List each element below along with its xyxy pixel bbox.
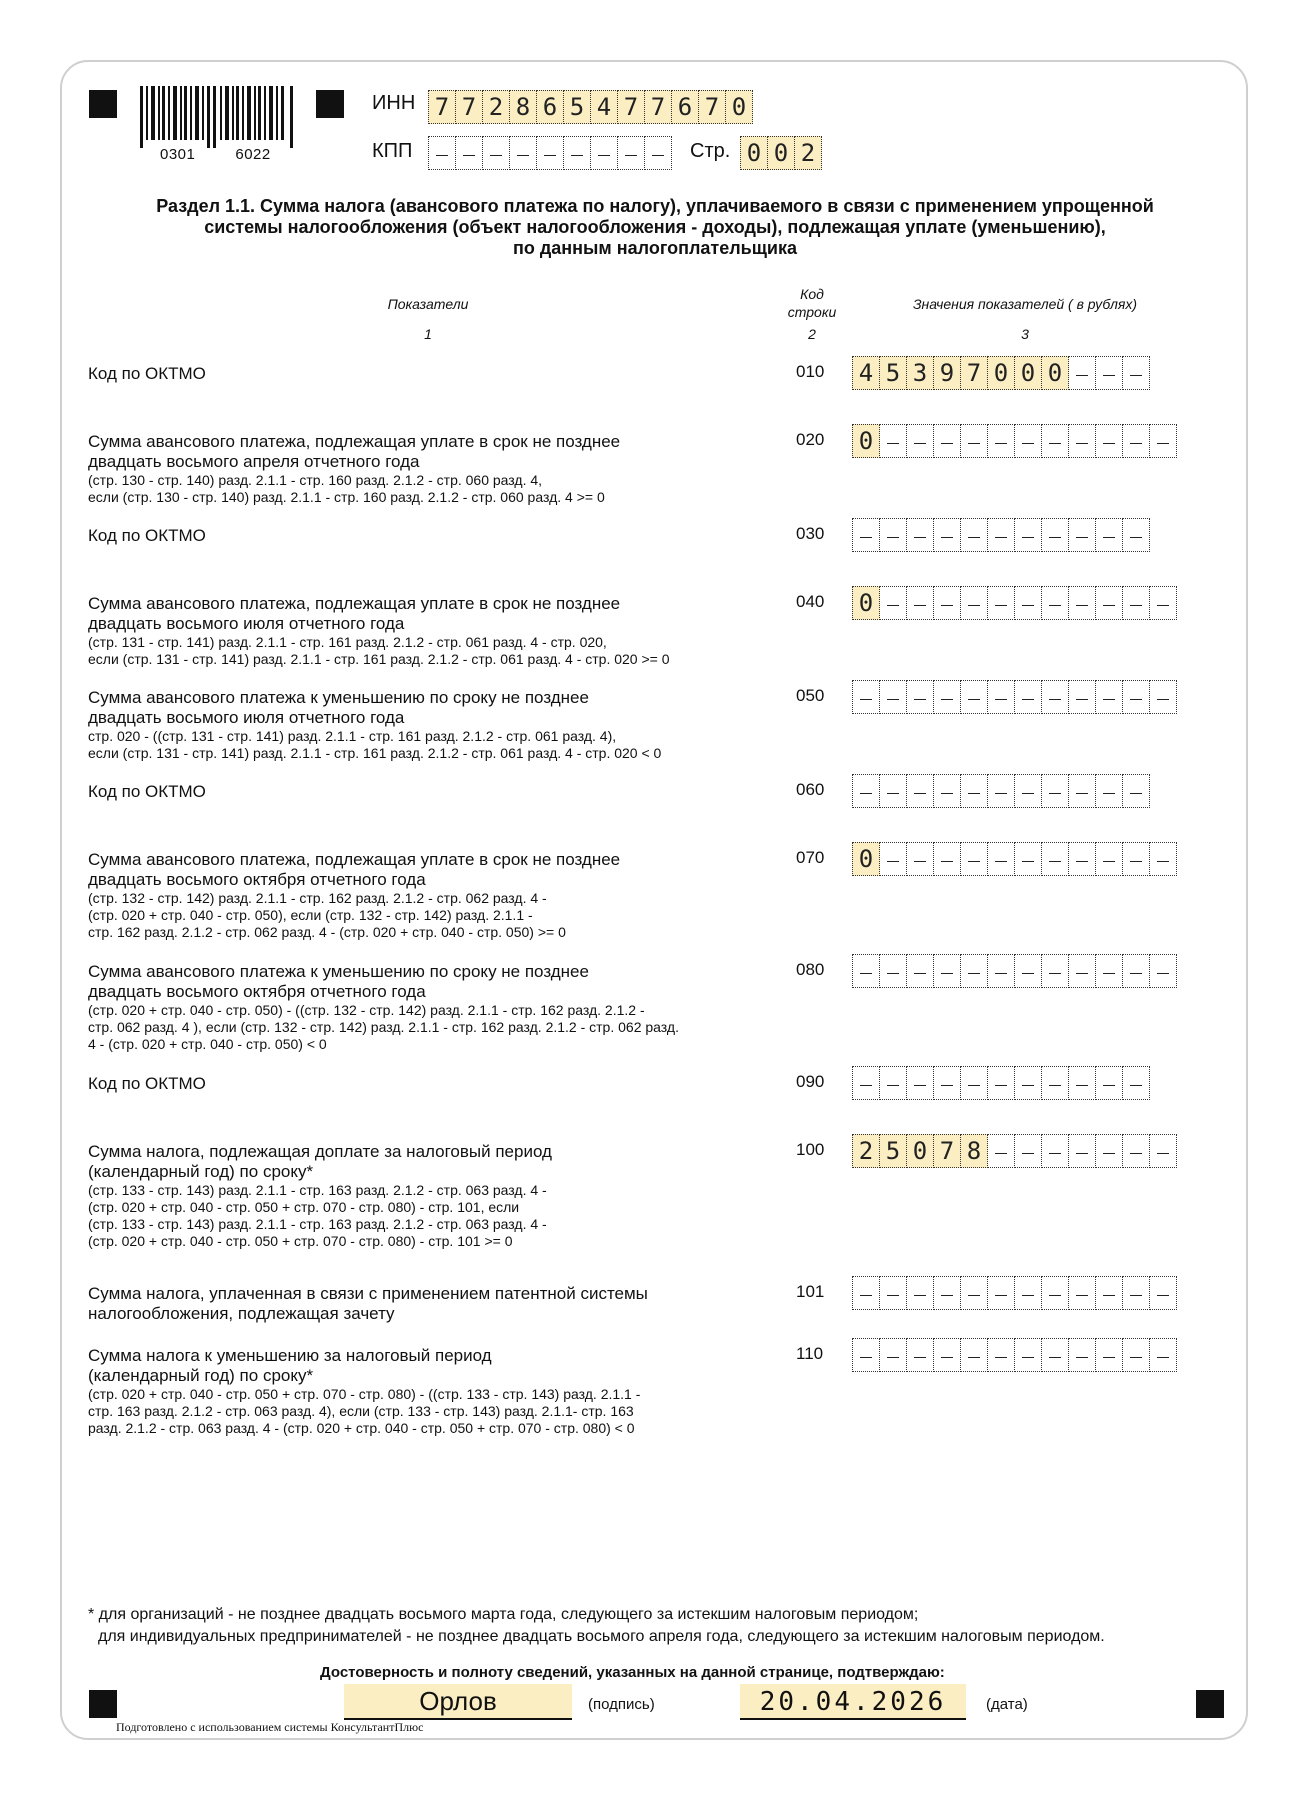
column-header-values: Значения показателей ( в рублях) [912,296,1138,312]
value-101-cell[interactable] [879,1276,907,1310]
date-label: (дата) [986,1696,1028,1713]
corner-marker-top-right [316,90,344,118]
indicator-formula-line: (стр. 130 - стр. 140) разд. 2.1.1 - стр. 160 разд. 2.1.2 - стр. 060 разд. 4, [88,472,543,488]
indicator-title-line: Код по ОКТМО [88,782,206,801]
value-030-cell[interactable] [1041,518,1069,552]
value-070-cell[interactable] [987,842,1015,876]
value-100-cell[interactable]: 0 [906,1134,934,1168]
value-030-cell[interactable] [987,518,1015,552]
value-090-cell[interactable] [1014,1066,1042,1100]
indicator-formula-line: если (стр. 131 - стр. 141) разд. 2.1.1 - стр. 161 разд. 2.1.2 - стр. 061 разд. 4 - стр. 020 < 0 [88,745,662,761]
corner-marker-bottom-right [1196,1690,1224,1718]
value-010-cell[interactable] [1068,356,1096,390]
value-040-cell[interactable] [933,586,961,620]
value-070-cell[interactable]: 0 [852,842,880,876]
inn-cell[interactable]: 7 [644,90,672,124]
indicator-title-line: налогообложения, подлежащая зачету [88,1304,395,1323]
value-110-cell[interactable] [1095,1338,1123,1372]
line-code-080: 080 [796,960,825,979]
value-110-cell[interactable] [1014,1338,1042,1372]
value-040-cell[interactable] [879,586,907,620]
indicator-text-030 [88,526,788,546]
value-060-cell[interactable] [1122,774,1150,808]
value-060-cell[interactable] [960,774,988,808]
kpp-cell[interactable] [509,136,537,170]
value-080-cell[interactable] [960,954,988,988]
value-040-cell[interactable] [1095,586,1123,620]
value-101-cell[interactable] [1068,1276,1096,1310]
indicator-formula-line: стр. 163 разд. 2.1.2 - стр. 063 разд. 4), если (стр. 133 - стр. 143) разд. 2.1.1- стр. 163 [88,1403,634,1419]
value-101-cell[interactable] [1014,1276,1042,1310]
line-code-010: 010 [796,362,825,381]
value-110-cell[interactable] [879,1338,907,1372]
inn-cell[interactable]: 2 [482,90,510,124]
indicator-title-line: Сумма авансового платежа, подлежащая уплате в срок не позднее [88,850,621,869]
inn-cell[interactable]: 7 [428,90,456,124]
value-090-cell[interactable] [1068,1066,1096,1100]
indicator-text-090 [88,1074,788,1094]
indicator-text-050 [88,688,788,762]
confirmation-text: Достоверность и полноту сведений, указанных на данной странице, подтверждаю: [320,1664,945,1681]
value-010-cell[interactable]: 0 [987,356,1015,390]
value-110-cell[interactable] [987,1338,1015,1372]
indicator-title-line: Код по ОКТМО [88,526,206,545]
value-040-cell[interactable] [1068,586,1096,620]
page-label: Стр. [690,140,731,162]
value-010-cell[interactable]: 0 [1014,356,1042,390]
value-020-cell[interactable] [1149,424,1177,458]
footnote [88,1604,1105,1648]
value-030-cell[interactable] [1095,518,1123,552]
inn-cell[interactable]: 4 [590,90,618,124]
value-030-cell[interactable] [852,518,880,552]
line-code-100: 100 [796,1140,825,1159]
barcode [140,86,294,148]
value-field-060[interactable] [852,774,1149,808]
indicator-text-020 [88,432,788,506]
line-code-101: 101 [796,1282,825,1301]
barcode-left-number: 0301 [160,146,196,163]
value-040-cell[interactable]: 0 [852,586,880,620]
value-080-cell[interactable] [906,954,934,988]
indicator-text-010 [88,364,788,384]
corner-marker-top-left [89,90,117,118]
value-field-020[interactable] [852,424,1176,458]
value-020-cell[interactable] [1068,424,1096,458]
value-060-cell[interactable] [906,774,934,808]
value-080-cell[interactable] [933,954,961,988]
value-field-010[interactable] [852,356,1149,390]
kpp-cell[interactable] [536,136,564,170]
value-090-cell[interactable] [1095,1066,1123,1100]
value-030-cell[interactable] [906,518,934,552]
value-100-cell[interactable] [1041,1134,1069,1168]
value-110-cell[interactable] [1149,1338,1177,1372]
value-070-cell[interactable] [1014,842,1042,876]
indicator-formula-line: 4 - (стр. 020 + стр. 040 - стр. 050) < 0 [88,1036,327,1052]
value-050-cell[interactable] [1149,680,1177,714]
value-110-cell[interactable] [960,1338,988,1372]
value-110-cell[interactable] [1041,1338,1069,1372]
value-010-cell[interactable]: 4 [852,356,880,390]
value-080-cell[interactable] [1068,954,1096,988]
indicator-formula-line: (стр. 020 + стр. 040 - стр. 050) - ((стр. 132 - стр. 142) разд. 2.1.1 - стр. 162 разд. 2.1.2 - [88,1002,645,1018]
value-030-cell[interactable] [933,518,961,552]
value-110-cell[interactable] [1068,1338,1096,1372]
value-020-cell[interactable] [987,424,1015,458]
kpp-cell[interactable] [428,136,456,170]
value-030-cell[interactable] [1068,518,1096,552]
indicator-formula-line: (стр. 132 - стр. 142) разд. 2.1.1 - стр. 162 разд. 2.1.2 - стр. 062 разд. 4 - [88,890,547,906]
indicator-formula-line: если (стр. 131 - стр. 141) разд. 2.1.1 - стр. 161 разд. 2.1.2 - стр. 061 разд. 4 - стр. 020 >= 0 [88,651,670,667]
inn-label: ИНН [372,92,416,114]
value-060-cell[interactable] [1041,774,1069,808]
value-070-cell[interactable] [1068,842,1096,876]
indicator-text-040 [88,594,788,668]
value-090-cell[interactable] [1122,1066,1150,1100]
indicator-formula-line: (стр. 020 + стр. 040 - стр. 050 + стр. 070 - стр. 080) - ((стр. 133 - стр. 143) разд. 2.1.1 - [88,1386,641,1402]
prepared-by-note: Подготовлено с использованием системы КонсультантПлюс [116,1720,424,1734]
value-field-050[interactable] [852,680,1176,714]
signature-name-field[interactable]: Орлов [344,1684,572,1720]
value-110-cell[interactable] [852,1338,880,1372]
value-060-cell[interactable] [1068,774,1096,808]
value-050-cell[interactable] [852,680,880,714]
value-060-cell[interactable] [987,774,1015,808]
value-080-cell[interactable] [879,954,907,988]
value-010-cell[interactable] [1122,356,1150,390]
indicator-formula-line: (стр. 131 - стр. 141) разд. 2.1.1 - стр. 161 разд. 2.1.2 - стр. 061 разд. 4 - стр. 020, [88,634,607,650]
kpp-cell[interactable] [617,136,645,170]
section-title-line-2: системы налогообложения (объект налогообложения - доходы), подлежащая уплате (уменьшению), [204,217,1106,237]
indicator-text-080 [88,962,788,1053]
value-050-cell[interactable] [933,680,961,714]
value-050-cell[interactable] [1095,680,1123,714]
indicator-text-060 [88,782,788,802]
value-080-cell[interactable] [1095,954,1123,988]
value-040-cell[interactable] [1014,586,1042,620]
value-070-cell[interactable] [879,842,907,876]
line-code-060: 060 [796,780,825,799]
indicator-title-line: Сумма налога, уплаченная в связи с применением патентной системы [88,1284,648,1303]
inn-cell[interactable]: 0 [725,90,753,124]
indicator-formula-line: (стр. 133 - стр. 143) разд. 2.1.1 - стр. 163 разд. 2.1.2 - стр. 063 разд. 4 - [88,1182,547,1198]
value-050-cell[interactable] [1041,680,1069,714]
value-080-cell[interactable] [987,954,1015,988]
indicator-text-101 [88,1284,788,1324]
indicator-title-line: Код по ОКТМО [88,1074,206,1093]
value-101-cell[interactable] [852,1276,880,1310]
indicator-title-line: двадцать восьмого июля отчетного года [88,614,405,633]
indicator-formula-line: (стр. 020 + стр. 040 - стр. 050 + стр. 070 - стр. 080) - стр. 101 >= 0 [88,1233,513,1249]
indicator-formula-line: (стр. 020 + стр. 040 - стр. 050), если (стр. 132 - стр. 142) разд. 2.1.1 - [88,907,533,923]
value-020-cell[interactable] [933,424,961,458]
indicator-title-line: Сумма налога, подлежащая доплате за налоговый период [88,1142,552,1161]
indicator-title-line: Сумма налога к уменьшению за налоговый период [88,1346,492,1365]
value-050-cell[interactable] [906,680,934,714]
value-100-cell[interactable]: 5 [879,1134,907,1168]
column-number-1: 1 [424,326,432,342]
line-code-070: 070 [796,848,825,867]
value-100-cell[interactable]: 8 [960,1134,988,1168]
value-070-cell[interactable] [933,842,961,876]
indicator-title-line: Сумма авансового платежа к уменьшению по сроку не позднее [88,688,589,707]
value-070-cell[interactable] [1149,842,1177,876]
value-090-cell[interactable] [906,1066,934,1100]
column-header-indicators: Показатели [387,296,469,312]
line-code-030: 030 [796,524,825,543]
section-title [80,196,1230,259]
signature-label: (подпись) [588,1696,655,1713]
inn-cell[interactable]: 8 [509,90,537,124]
value-100-cell[interactable] [1095,1134,1123,1168]
value-090-cell[interactable] [879,1066,907,1100]
indicator-title-line: Сумма авансового платежа, подлежащая уплате в срок не позднее [88,432,621,451]
value-020-cell[interactable] [960,424,988,458]
indicator-text-110 [88,1346,788,1437]
value-010-cell[interactable]: 7 [960,356,988,390]
inn-cell[interactable]: 7 [617,90,645,124]
indicator-text-100 [88,1142,788,1250]
value-050-cell[interactable] [1122,680,1150,714]
line-code-090: 090 [796,1072,825,1091]
line-code-050: 050 [796,686,825,705]
value-field-100[interactable] [852,1134,1176,1168]
corner-marker-bottom-left [89,1690,117,1718]
column-number-3: 3 [1021,326,1029,342]
value-field-080[interactable] [852,954,1176,988]
indicator-formula-line: разд. 2.1.2 - стр. 063 разд. 4 - (стр. 020 + стр. 040 - стр. 050 + стр. 070 - стр. 080) < 0 [88,1420,635,1436]
indicator-title-line: двадцать восьмого октября отчетного года [88,982,426,1001]
indicator-formula-line: стр. 020 - ((стр. 131 - стр. 141) разд. 2.1.1 - стр. 161 разд. 2.1.2 - стр. 061 разд. 4), [88,728,617,744]
value-100-cell[interactable] [1068,1134,1096,1168]
value-010-cell[interactable] [1095,356,1123,390]
value-090-cell[interactable] [933,1066,961,1100]
value-080-cell[interactable] [1014,954,1042,988]
value-050-cell[interactable] [879,680,907,714]
kpp-field[interactable] [428,136,671,170]
value-030-cell[interactable] [1014,518,1042,552]
page-number-cell[interactable]: 0 [767,136,795,170]
indicator-title-line: (календарный год) по сроку* [88,1366,314,1385]
value-040-cell[interactable] [960,586,988,620]
indicator-formula-line: если (стр. 130 - стр. 140) разд. 2.1.1 - стр. 160 разд. 2.1.2 - стр. 060 разд. 4 >= 0 [88,489,605,505]
inn-cell[interactable]: 7 [698,90,726,124]
inn-cell[interactable]: 5 [563,90,591,124]
indicator-formula-line: стр. 162 разд. 2.1.2 - стр. 062 разд. 4 - (стр. 020 + стр. 040 - стр. 050) >= 0 [88,924,566,940]
value-110-cell[interactable] [1122,1338,1150,1372]
value-060-cell[interactable] [933,774,961,808]
value-070-cell[interactable] [1122,842,1150,876]
value-field-070[interactable] [852,842,1176,876]
value-070-cell[interactable] [960,842,988,876]
value-020-cell[interactable] [906,424,934,458]
value-030-cell[interactable] [960,518,988,552]
page-number-cell[interactable]: 0 [740,136,768,170]
value-050-cell[interactable] [960,680,988,714]
kpp-cell[interactable] [590,136,618,170]
value-field-090[interactable] [852,1066,1149,1100]
kpp-cell[interactable] [455,136,483,170]
value-field-101[interactable] [852,1276,1176,1310]
value-070-cell[interactable] [1095,842,1123,876]
value-100-cell[interactable] [1149,1134,1177,1168]
barcode-right-number: 6022 [235,146,271,163]
kpp-label: КПП [372,140,413,162]
value-020-cell[interactable]: 0 [852,424,880,458]
value-field-110[interactable] [852,1338,1176,1372]
indicator-title-line: двадцать восьмого июля отчетного года [88,708,405,727]
value-090-cell[interactable] [987,1066,1015,1100]
inn-field[interactable] [428,90,752,124]
value-040-cell[interactable] [1041,586,1069,620]
value-090-cell[interactable] [1041,1066,1069,1100]
value-101-cell[interactable] [960,1276,988,1310]
value-100-cell[interactable] [1014,1134,1042,1168]
value-080-cell[interactable] [1041,954,1069,988]
value-080-cell[interactable] [1122,954,1150,988]
value-100-cell[interactable] [987,1134,1015,1168]
value-040-cell[interactable] [987,586,1015,620]
indicator-title-line: Код по ОКТМО [88,364,206,383]
kpp-cell[interactable] [644,136,672,170]
value-090-cell[interactable] [960,1066,988,1100]
value-040-cell[interactable] [1122,586,1150,620]
value-040-cell[interactable] [906,586,934,620]
value-060-cell[interactable] [1095,774,1123,808]
inn-cell[interactable]: 6 [536,90,564,124]
page-number-field[interactable] [740,136,821,170]
value-field-040[interactable] [852,586,1176,620]
value-field-030[interactable] [852,518,1149,552]
value-070-cell[interactable] [906,842,934,876]
indicator-title-line: двадцать восьмого октября отчетного года [88,870,426,889]
value-101-cell[interactable] [906,1276,934,1310]
indicator-title-line: двадцать восьмого апреля отчетного года [88,452,420,471]
line-code-040: 040 [796,592,825,611]
indicator-title-line: (календарный год) по сроку* [88,1162,314,1181]
value-030-cell[interactable] [879,518,907,552]
value-030-cell[interactable] [1122,518,1150,552]
value-020-cell[interactable] [1095,424,1123,458]
inn-cell[interactable]: 6 [671,90,699,124]
kpp-cell[interactable] [482,136,510,170]
value-101-cell[interactable] [1149,1276,1177,1310]
value-101-cell[interactable] [1041,1276,1069,1310]
value-070-cell[interactable] [1041,842,1069,876]
column-header-code-line2: строки [787,304,837,320]
value-101-cell[interactable] [1122,1276,1150,1310]
footnote-line-1: * для организаций - не позднее двадцать восьмого марта года, следующего за истекшим налоговым периодом; [88,1606,919,1623]
indicator-formula-line: (стр. 020 + стр. 040 - стр. 050 + стр. 070 - стр. 080) - стр. 101, если [88,1199,520,1215]
value-020-cell[interactable] [1122,424,1150,458]
column-number-2: 2 [808,326,816,342]
indicator-title-line: Сумма авансового платежа, подлежащая уплате в срок не позднее [88,594,621,613]
section-title-line-3: по данным налогоплательщика [513,238,797,258]
value-050-cell[interactable] [1068,680,1096,714]
value-080-cell[interactable] [1149,954,1177,988]
value-110-cell[interactable] [933,1338,961,1372]
value-101-cell[interactable] [987,1276,1015,1310]
value-020-cell[interactable] [879,424,907,458]
value-010-cell[interactable]: 5 [879,356,907,390]
line-code-020: 020 [796,430,825,449]
value-090-cell[interactable] [852,1066,880,1100]
value-060-cell[interactable] [879,774,907,808]
value-100-cell[interactable] [1122,1134,1150,1168]
value-050-cell[interactable] [1014,680,1042,714]
value-101-cell[interactable] [933,1276,961,1310]
date-field[interactable]: 20.04.2026 [740,1684,966,1720]
value-080-cell[interactable] [852,954,880,988]
indicator-formula-line: (стр. 133 - стр. 143) разд. 2.1.1 - стр. 163 разд. 2.1.2 - стр. 063 разд. 4 - [88,1216,547,1232]
section-title-line-1: Раздел 1.1. Сумма налога (авансового платежа по налогу), уплачиваемого в связи с применением упрощенной [156,196,1154,216]
value-020-cell[interactable] [1014,424,1042,458]
value-100-cell[interactable]: 7 [933,1134,961,1168]
value-010-cell[interactable]: 9 [933,356,961,390]
page-number-cell[interactable]: 2 [794,136,822,170]
value-100-cell[interactable]: 2 [852,1134,880,1168]
value-040-cell[interactable] [1149,586,1177,620]
indicator-title-line: Сумма авансового платежа к уменьшению по сроку не позднее [88,962,589,981]
value-101-cell[interactable] [1095,1276,1123,1310]
value-010-cell[interactable]: 0 [1041,356,1069,390]
value-060-cell[interactable] [1014,774,1042,808]
value-050-cell[interactable] [987,680,1015,714]
value-010-cell[interactable]: 3 [906,356,934,390]
inn-cell[interactable]: 7 [455,90,483,124]
value-020-cell[interactable] [1041,424,1069,458]
barcode-numbers [160,146,311,163]
column-header-code-line1: Код [800,286,824,302]
line-code-110: 110 [796,1344,824,1363]
kpp-cell[interactable] [563,136,591,170]
value-110-cell[interactable] [906,1338,934,1372]
value-060-cell[interactable] [852,774,880,808]
indicator-formula-line: стр. 062 разд. 4 ), если (стр. 132 - стр. 142) разд. 2.1.1 - стр. 162 разд. 2.1.2 - стр. 062 разд. [88,1019,679,1035]
footnote-line-2: для индивидуальных предпринимателей - не позднее двадцать восьмого апреля года, следующего за истекшим налоговым периодом. [98,1628,1105,1645]
indicator-text-070 [88,850,788,941]
